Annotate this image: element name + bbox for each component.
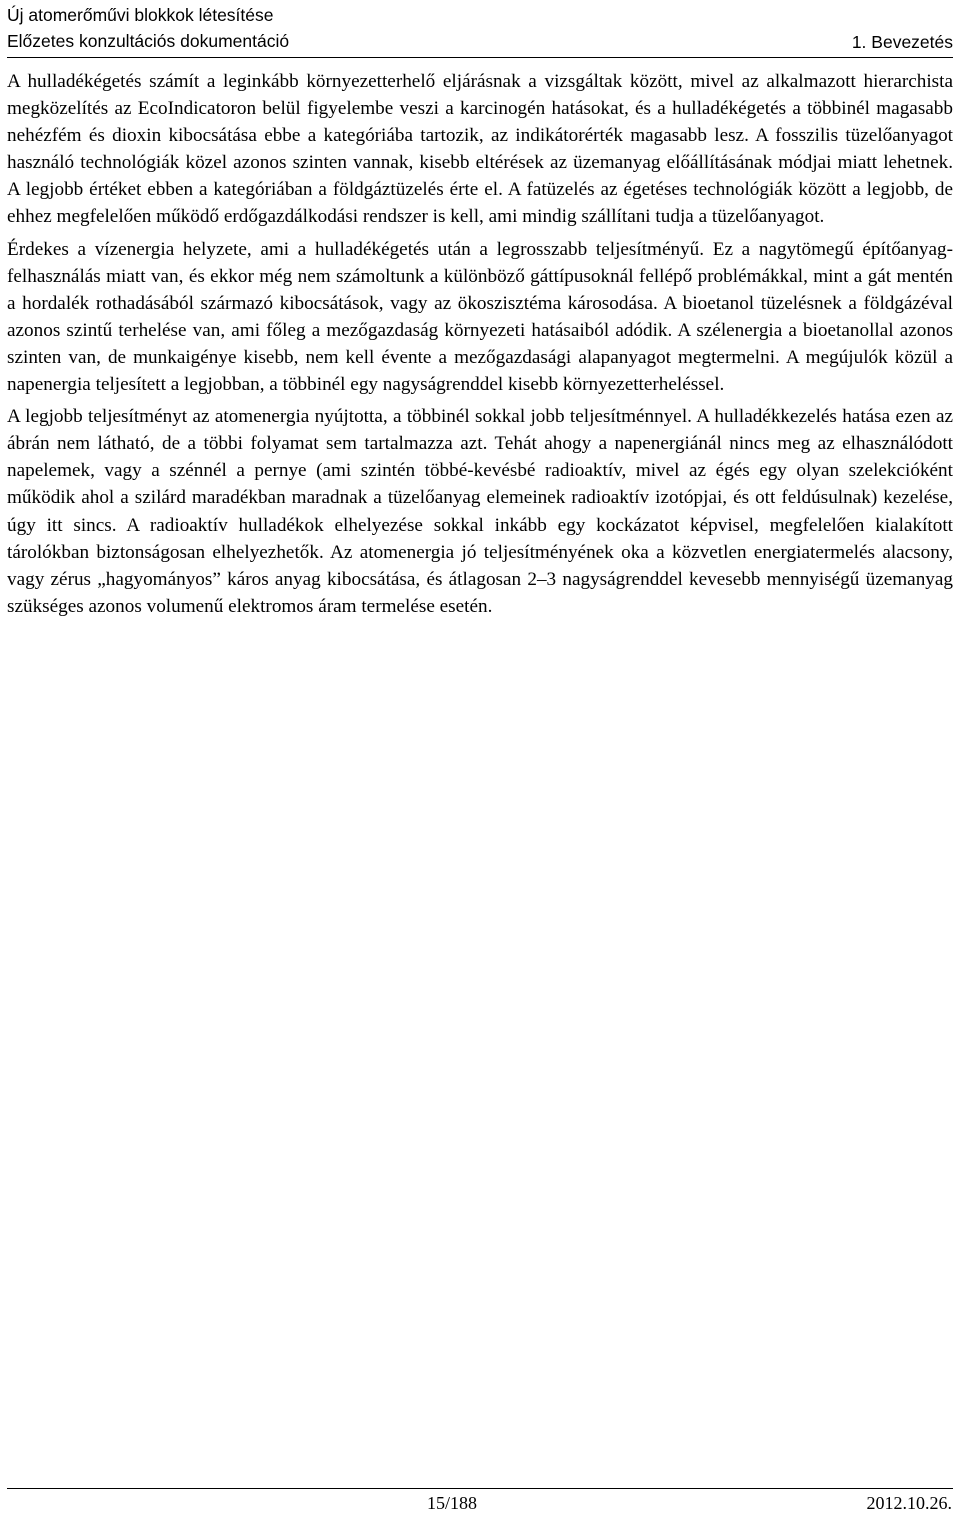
page-footer [7, 1488, 953, 1513]
page-number: 15/188 [427, 1493, 478, 1513]
document-title: Új atomerőművi blokkok létesítése [7, 5, 274, 25]
paragraph: A legjobb teljesítményt az atomenergia nyújtotta, a többinél sokkal jobb teljesítménnyel. A hulladékkezelés hatása ezen az ábrán nem látható, de a többi folyamat sem tartalmazza azt. Tehát ahogy a napenergiánál nincs meg az elhasználódott napelemek, vagy a szénnél a pernye (ami szintén többé-kevésbé radioaktív, mivel az égés egy olyan szelekcióként működik ahol a szilárd maradékban maradnak a tüzelőanyag elemeinek radioaktív izotópjai, és ott feldúsulnak) kezelése, úgy itt sincs. A radioaktív hulladékok elhelyezése sokkal inkább egy kockázatot képvisel, megfelelően kialakított tárolókban biztonságosan elhelyezhetők. Az atomenergia jó teljesítményének oka a közvetlen energiatermelés alacsony, vagy zérus „hagyományos” káros anyag kibocsátása, és átlagosan 2–3 nagyságrenddel kevesebb mennyiségű üzemanyag szükséges azonos volumenű elektromos áram termelése esetén. [7, 406, 953, 617]
page-header [7, 2, 953, 58]
document-date: 2012.10.26. [866, 1493, 952, 1513]
section-title: 1. Bevezetés [851, 32, 953, 52]
document-subtitle: Előzetes konzultációs dokumentáció [7, 31, 290, 51]
document-body [7, 68, 953, 625]
paragraph: A hulladékégetés számít a leginkább környezetterhelő eljárásnak a vizsgáltak között, mivel az alkalmazott hierarchista megközelítés az EcoIndicatoron belül figyelembe veszi a karcinogén hatásokat, és a hulladékégetés a többinél magasabb nehézfém és dioxin kibocsátása ebbe a kategóriába tartozik, az indikátorérték magasabb lesz. A fosszilis tüzelőanyagot használó technológiák közel azonos szinten vannak, kisebb eltérések az üzemanyag előállításának módjai miatt lehetnek. A legjobb értéket ebben a kategóriában a földgáztüzelés érte el. A fatüzelés az égetéses technológiák között a legjobb, de ehhez megfelelően működő erdőgazdálkodási rendszer is kell, ami mindig szállítani tudja a tüzelőanyagot. [7, 71, 953, 228]
paragraph: Érdekes a vízenergia helyzete, ami a hulladékégetés után a legrosszabb teljesítményű. Ez a nagytömegű építőanyag-felhasználás miatt van, és ekkor még nem számoltunk a különböző gáttípusoknál fellépő problémákkal, mint a gát mentén a hordalék rothadásából származó kibocsátások, vagy az ökoszisztéma károsodása. A bioetanol tüzelésnek a földgázéval azonos szintű terhelése van, ami főleg a mezőgazdaság környezeti hatásaiból adódik. A szélenergia a bioetanollal azonos szinten van, de munkaigénye kisebb, nem kell évente a mezőgazdasági alapanyagot megtermelni. A megújulók közül a napenergia teljesített a legjobban, a többinél egy nagyságrenddel kisebb környezetterheléssel. [7, 238, 953, 396]
